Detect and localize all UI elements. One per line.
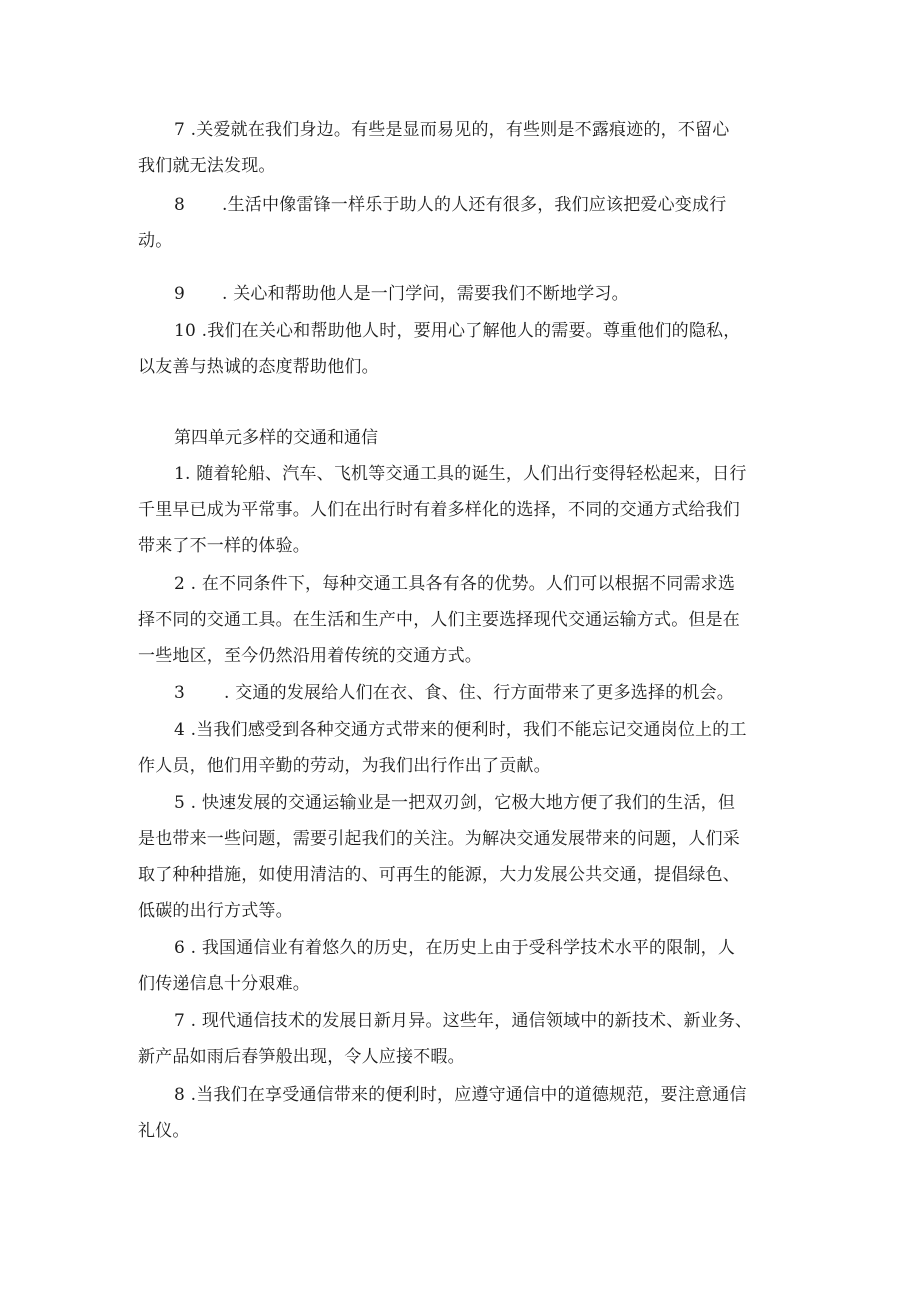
item-text: . 在不同条件下，每种交通工具各有各的优势。人们可以根据不同需求选 [190, 574, 736, 594]
item-text: . 快速发展的交通运输业是一把双刃剑，它极大地方便了我们的生活，但 [190, 793, 736, 813]
item-number: 7 [174, 120, 186, 140]
item-text: 择不同的交通工具。在生活和生产中，人们主要选择现代交通运输方式。但是在 [138, 610, 740, 630]
item-text: 作人员，他们用辛勤的劳动，为我们出行作出了贡献。 [138, 756, 551, 776]
list-item [138, 566, 798, 674]
item-number: 2 [174, 574, 186, 594]
item-number: 5 [174, 793, 186, 813]
item-text: . 关心和帮助他人是一门学问，需要我们不断地学习。 [222, 284, 629, 304]
item-number: 4 [174, 720, 186, 740]
item-text: 一些地区，至今仍然沿用着传统的交通方式。 [138, 646, 482, 666]
item-text: 取了种种措施，如使用清洁的、可再生的能源，大力发展公共交通，提倡绿色、 [138, 865, 740, 885]
item-text: 们传递信息十分艰难。 [138, 974, 310, 994]
list-item [138, 456, 798, 564]
item-text: . 现代通信技术的发展日新月异。这些年，通信领域中的新技术、新业务、 [190, 1011, 753, 1031]
item-number: 10 [174, 321, 197, 341]
item-number: 8 [174, 1085, 186, 1105]
section-heading: 第四单元多样的交通和通信 [174, 428, 378, 448]
list-item [138, 187, 798, 259]
item-text: .当我们感受到各种交通方式带来的便利时，我们不能忘记交通岗位上的工 [190, 720, 747, 740]
item-number: 9 [174, 284, 186, 304]
item-text: 以友善与热诚的态度帮助他们。 [138, 357, 379, 377]
item-text: 我们就无法发现。 [138, 156, 276, 176]
list-item [138, 712, 798, 784]
item-number: 1 [174, 464, 186, 484]
item-text: 千里早已成为平常事。人们在出行时有着多样化的选择，不同的交通方式给我们 [138, 500, 740, 520]
item-text: 新产品如雨后春笋般出现，令人应接不暇。 [138, 1047, 465, 1067]
list-item [138, 313, 798, 385]
item-text: . 交通的发展给人们在衣、食、住、行方面带来了更多选择的机会。 [224, 683, 735, 703]
list-item [138, 112, 798, 184]
item-text: .关爱就在我们身边。有些是显而易见的，有些则是不露痕迹的，不留心 [190, 120, 730, 140]
item-text: .生活中像雷锋一样乐于助人的人还有很多，我们应该把爱心变成行 [222, 195, 727, 215]
item-text: 带来了不一样的体验。 [138, 536, 310, 556]
item-text: 低碳的出行方式等。 [138, 901, 293, 921]
item-text: 是也带来一些问题，需要引起我们的关注。为解决交通发展带来的问题，人们采 [138, 829, 740, 849]
item-number: 7 [174, 1011, 186, 1031]
list-item [138, 276, 798, 312]
list-item [138, 1003, 798, 1075]
item-text: .我们在关心和帮助他人时，要用心了解他人的需要。尊重他们的隐私， [201, 321, 741, 341]
item-text: . 随着轮船、汽车、飞机等交通工具的诞生，人们出行变得轻松起来，日行 [185, 464, 747, 484]
item-number: 3 [174, 683, 186, 703]
list-item [138, 930, 798, 1002]
item-number: 8 [174, 195, 186, 215]
item-text: 动。 [138, 231, 173, 251]
list-item [138, 675, 798, 711]
item-text: 礼仪。 [138, 1121, 190, 1141]
item-text: .当我们在享受通信带来的便利时，应遵守通信中的道德规范，要注意通信 [190, 1085, 747, 1105]
item-number: 6 [174, 938, 186, 958]
list-item [138, 785, 798, 929]
list-item [138, 1077, 798, 1149]
item-text: . 我国通信业有着悠久的历史，在历史上由于受科学技术水平的限制，人 [190, 938, 736, 958]
